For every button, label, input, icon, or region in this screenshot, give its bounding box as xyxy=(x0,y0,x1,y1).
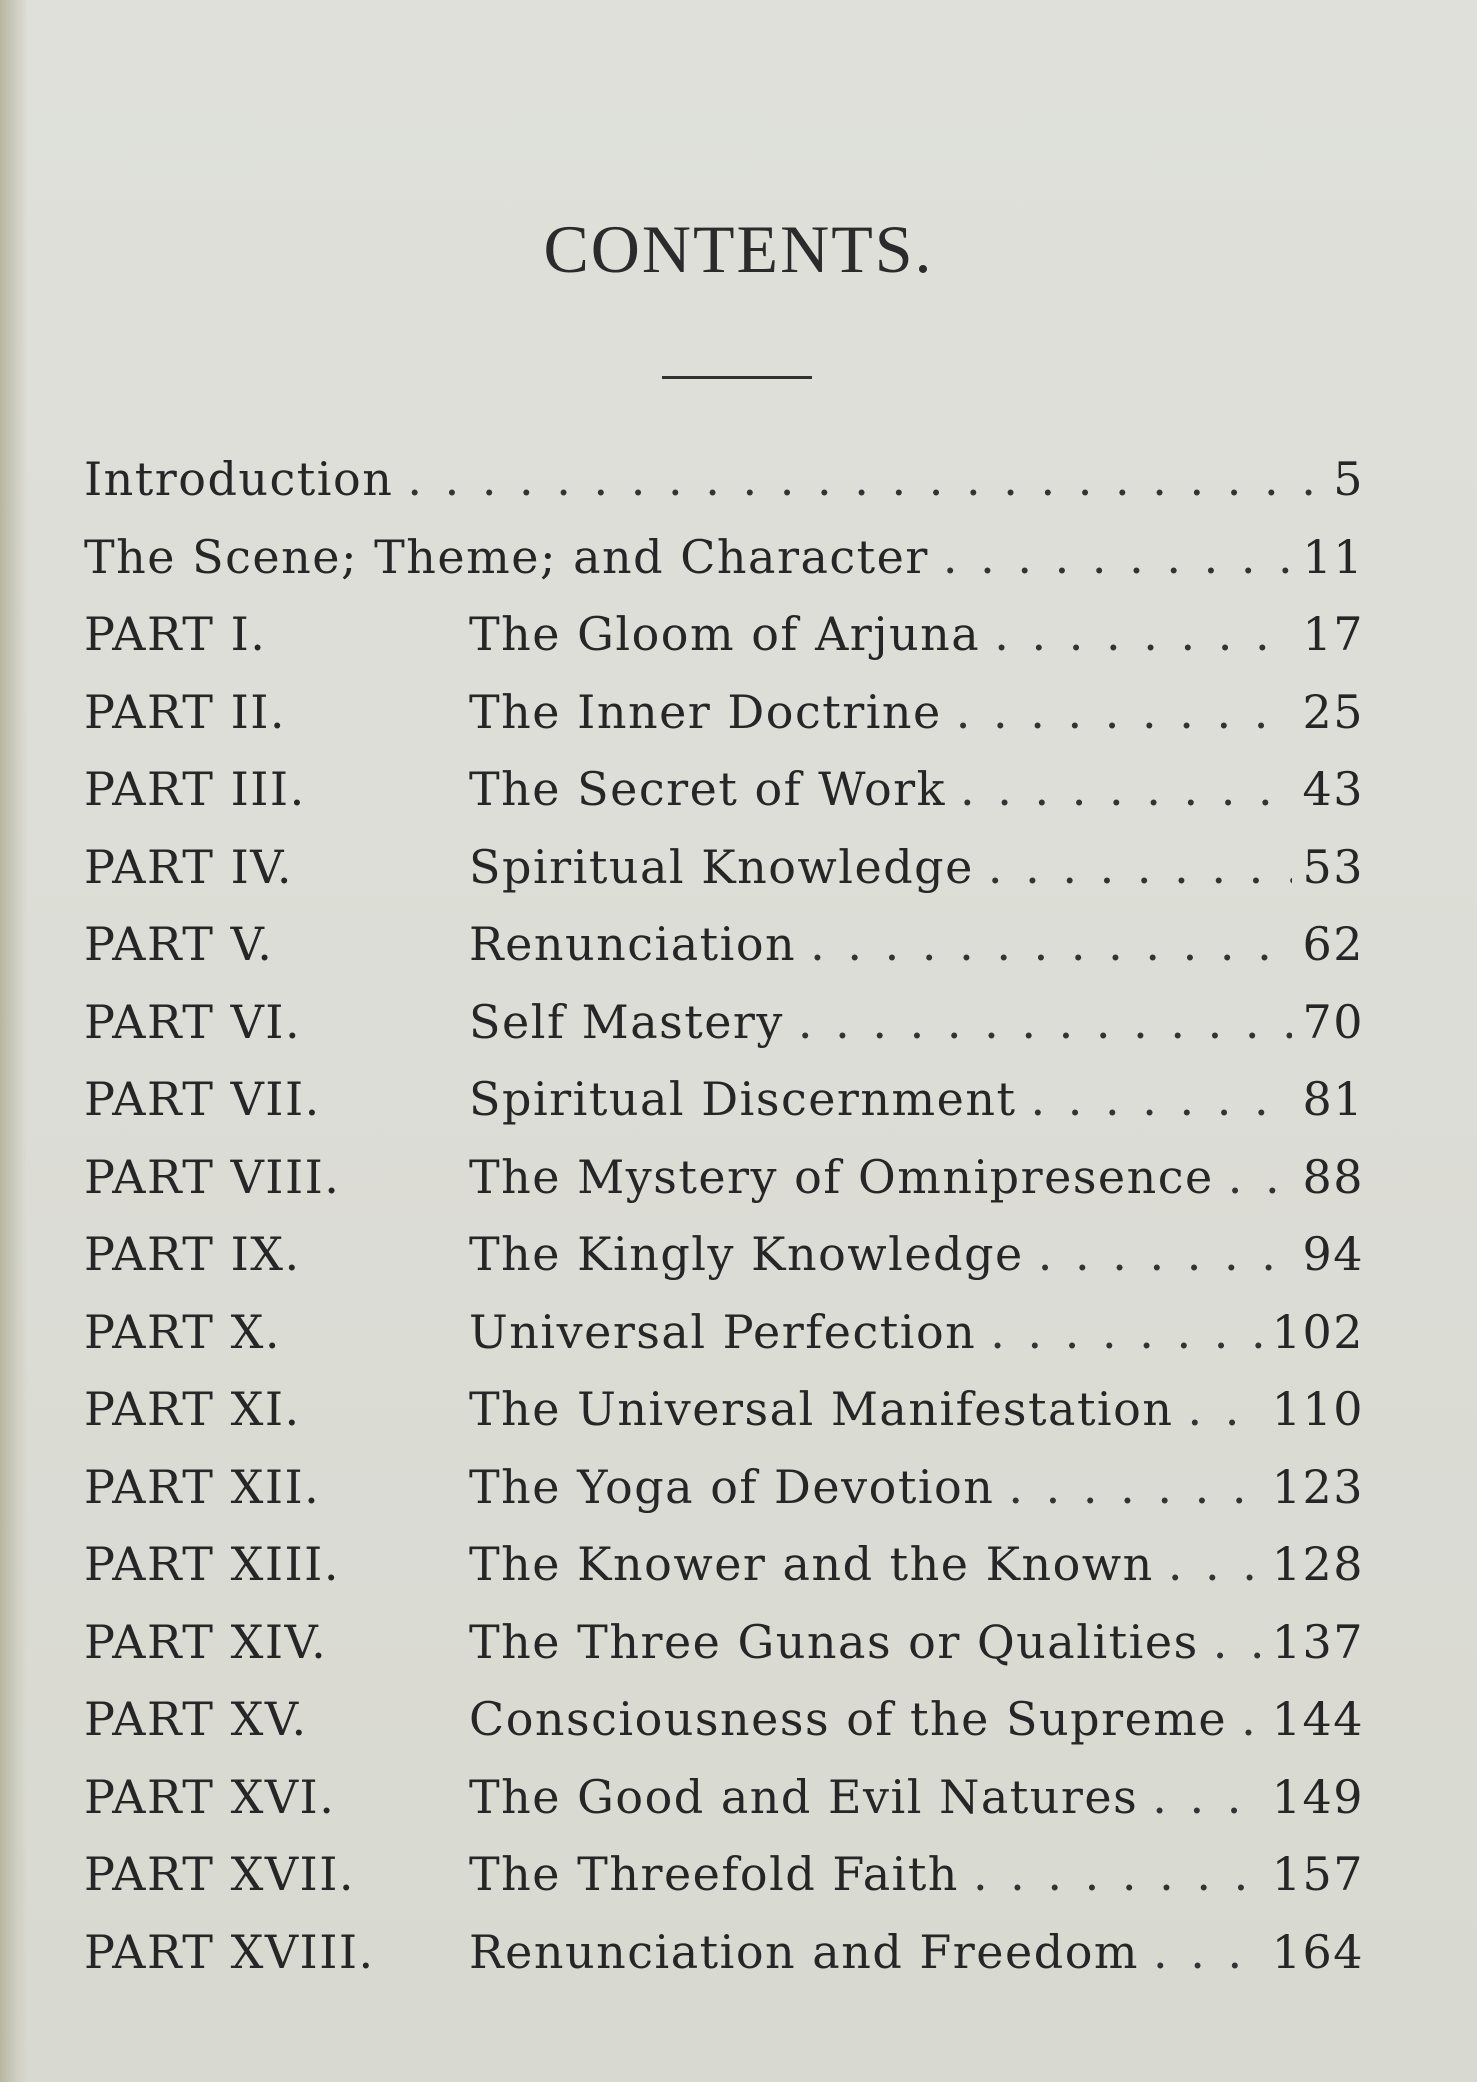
toc-entry xyxy=(84,1227,1364,1305)
toc-entry xyxy=(84,1460,1364,1538)
toc-chapter-title: The Threefold Faith xyxy=(469,1847,959,1901)
toc-chapter-title: The Gloom of Arjuna xyxy=(469,607,981,661)
toc-entry xyxy=(84,1537,1364,1615)
toc-chapter-title: The Yoga of Devotion xyxy=(469,1459,995,1514)
toc-chapter-title: Spiritual Discernment xyxy=(469,1072,1017,1126)
toc-dot-leader xyxy=(960,762,1292,816)
toc-chapter-title: The Three Gunas or Qualities xyxy=(469,1614,1199,1669)
toc-chapter-title: The Knower and the Known xyxy=(469,1537,1154,1591)
toc-chapter-title: The Scene; Theme; and Character xyxy=(84,529,929,584)
toc-page-number: 17 xyxy=(1302,607,1364,661)
toc-page-number: 110 xyxy=(1271,1382,1364,1436)
toc-entry xyxy=(84,452,1364,530)
toc-chapter-title: The Universal Manifestation xyxy=(469,1382,1174,1436)
toc-page-number: 94 xyxy=(1302,1227,1364,1281)
toc-chapter-title: Universal Perfection xyxy=(469,1304,977,1359)
toc-chapter-title: Renunciation xyxy=(469,917,797,971)
toc-part-label: PART VI. xyxy=(84,994,302,1049)
toc-part-label: PART III. xyxy=(84,762,306,816)
toc-part-label: PART XV. xyxy=(84,1692,308,1746)
toc-part-label: PART II. xyxy=(84,684,287,739)
toc-page-number: 128 xyxy=(1271,1537,1364,1591)
toc-dot-leader xyxy=(994,607,1292,661)
toc-chapter-title: Renunciation and Freedom xyxy=(469,1924,1140,1979)
title-divider-rule xyxy=(662,376,812,379)
toc-entry xyxy=(84,1615,1364,1693)
toc-page-number: 62 xyxy=(1302,917,1364,971)
toc-entry xyxy=(84,530,1364,608)
toc-entry xyxy=(84,762,1364,840)
toc-entry xyxy=(84,1305,1364,1383)
toc-dot-leader xyxy=(798,995,1293,1049)
toc-entry xyxy=(84,1770,1364,1848)
toc-part-label: PART XIV. xyxy=(84,1614,328,1669)
toc-part-label: PART IV. xyxy=(84,839,294,894)
toc-chapter-title: The Mystery of Omnipresence xyxy=(469,1149,1214,1204)
toc-page-number: 164 xyxy=(1271,1924,1364,1979)
toc-entry xyxy=(84,1072,1364,1150)
toc-dot-leader xyxy=(407,452,1314,506)
toc-dot-leader xyxy=(988,840,1293,894)
toc-entry xyxy=(84,685,1364,763)
toc-part-label: PART VIII. xyxy=(84,1149,341,1204)
toc-entry xyxy=(84,607,1364,685)
toc-page-number: 137 xyxy=(1271,1614,1364,1669)
toc-page-number: 43 xyxy=(1302,762,1364,816)
toc-dot-leader xyxy=(1038,1227,1293,1281)
table-of-contents xyxy=(84,452,1364,2002)
toc-part-label: PART XI. xyxy=(84,1382,301,1436)
toc-part-label: PART XIII. xyxy=(84,1537,340,1591)
toc-chapter-title: The Secret of Work xyxy=(469,762,947,816)
toc-part-label: PART XVII. xyxy=(84,1847,356,1901)
toc-entry xyxy=(84,1150,1364,1228)
toc-dot-leader xyxy=(1168,1537,1262,1591)
toc-dot-leader xyxy=(1153,1925,1262,1979)
toc-page-number: 88 xyxy=(1302,1149,1364,1204)
toc-page-number: 123 xyxy=(1271,1459,1364,1514)
toc-dot-leader xyxy=(1008,1460,1261,1514)
toc-part-label: PART X. xyxy=(84,1304,281,1359)
toc-chapter-title: Spiritual Knowledge xyxy=(469,839,974,894)
toc-page-number: 102 xyxy=(1271,1304,1364,1359)
toc-dot-leader xyxy=(1213,1615,1262,1669)
toc-page-number: 149 xyxy=(1271,1769,1364,1824)
toc-page-number: 144 xyxy=(1271,1692,1364,1746)
toc-entry xyxy=(84,840,1364,918)
page-spine-edge xyxy=(0,0,28,2082)
toc-page-number: 53 xyxy=(1302,839,1364,894)
toc-page-number: 70 xyxy=(1302,994,1364,1049)
contents-title: CONTENTS. xyxy=(543,211,934,287)
toc-chapter-title: Self Mastery xyxy=(469,994,784,1049)
toc-dot-leader xyxy=(1228,1150,1293,1204)
toc-dot-leader xyxy=(1187,1382,1261,1436)
toc-page-number: 11 xyxy=(1302,529,1364,584)
toc-entry xyxy=(84,995,1364,1073)
toc-page-number: 157 xyxy=(1271,1847,1364,1901)
toc-chapter-title: The Good and Evil Natures xyxy=(469,1769,1139,1824)
toc-dot-leader xyxy=(810,917,1292,971)
toc-part-label: PART VII. xyxy=(84,1072,321,1126)
toc-part-label: PART XVI. xyxy=(84,1769,336,1824)
toc-entry xyxy=(84,1692,1364,1770)
toc-dot-leader xyxy=(1152,1770,1261,1824)
toc-page-number: 5 xyxy=(1333,452,1364,506)
toc-chapter-title: The Inner Doctrine xyxy=(469,684,942,739)
toc-entry xyxy=(84,1925,1364,2003)
toc-dot-leader xyxy=(956,685,1293,739)
toc-dot-leader xyxy=(943,530,1293,584)
toc-dot-leader xyxy=(990,1305,1261,1359)
toc-entry xyxy=(84,917,1364,995)
toc-entry xyxy=(84,1847,1364,1925)
toc-page-number: 25 xyxy=(1302,684,1364,739)
toc-dot-leader xyxy=(1031,1072,1293,1126)
toc-part-label: PART V. xyxy=(84,917,274,971)
toc-dot-leader xyxy=(1241,1692,1262,1746)
toc-chapter-title: Consciousness of the Supreme xyxy=(469,1692,1228,1746)
toc-part-label: PART XVIII. xyxy=(84,1924,375,1979)
toc-entry xyxy=(84,1382,1364,1460)
toc-part-label: PART XII. xyxy=(84,1459,321,1514)
toc-chapter-title: The Kingly Knowledge xyxy=(469,1227,1024,1281)
toc-page-number: 81 xyxy=(1302,1072,1364,1126)
toc-part-label: PART I. xyxy=(84,607,267,661)
toc-dot-leader xyxy=(973,1847,1262,1901)
toc-chapter-title: Introduction xyxy=(84,452,394,506)
toc-part-label: PART IX. xyxy=(84,1227,301,1281)
